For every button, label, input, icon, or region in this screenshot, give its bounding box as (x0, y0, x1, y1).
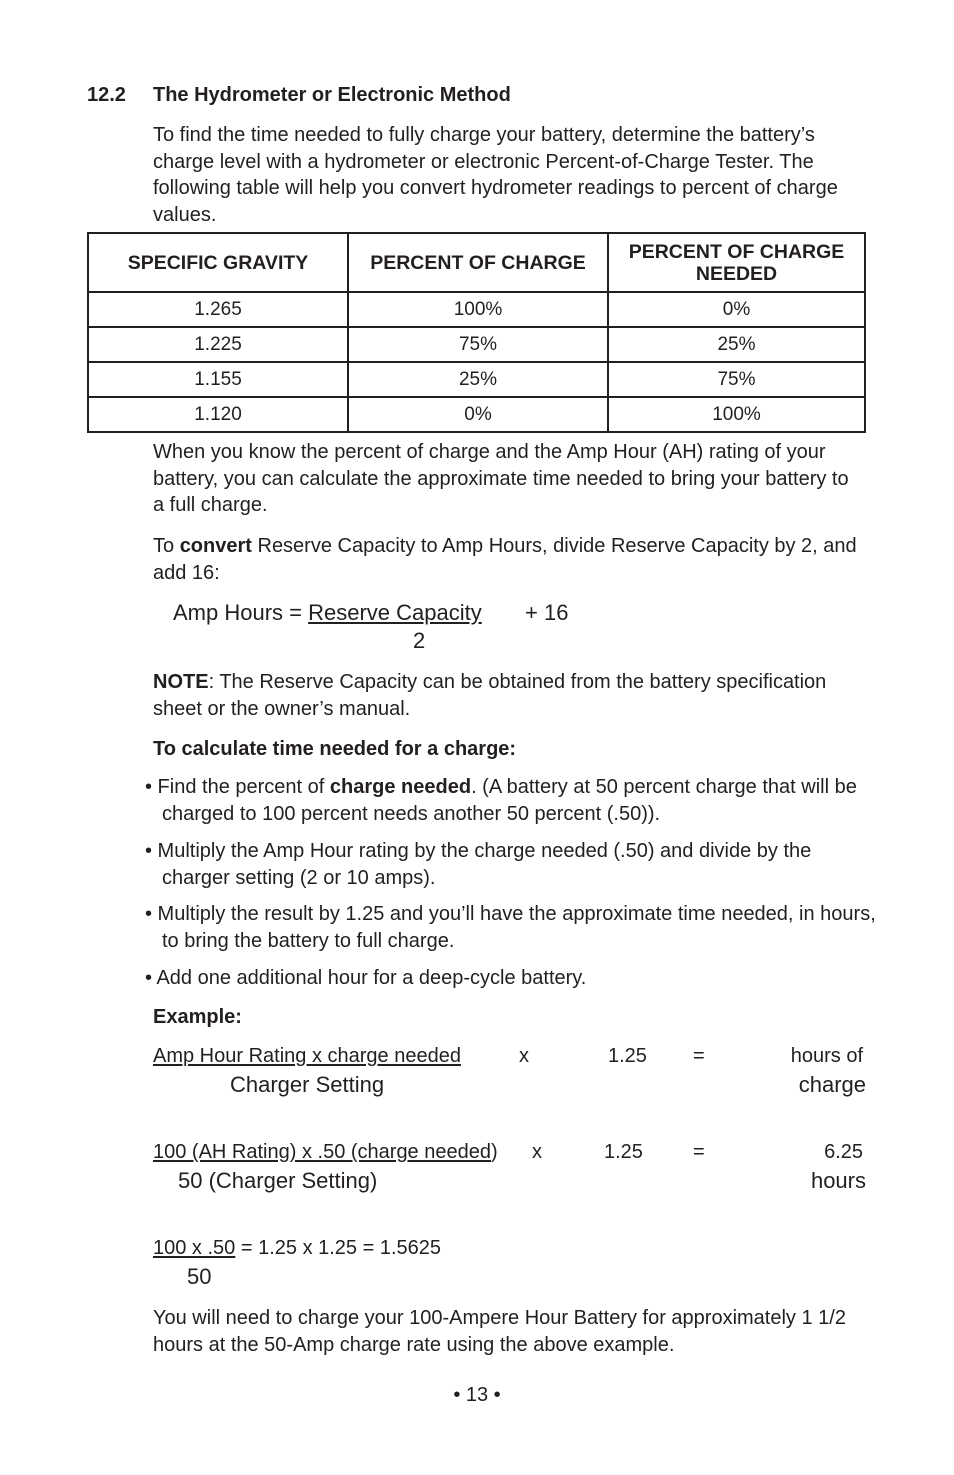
calc-heading: To calculate time needed for a charge: (153, 738, 517, 760)
intro-paragraph: To find the time needed to fully charge your battery, determine the battery’s charge level with a hydrometer or electronic Percent-of-Charge Tester. The following table will help you convert hydrometer readings to percent of charge values. (153, 124, 838, 226)
list-item: • Add one additional hour for a deep-cycle battery. (145, 967, 587, 989)
table-cell: 75% (608, 362, 865, 397)
table-cell: 25% (608, 327, 865, 362)
table-cell: 100% (608, 397, 865, 432)
conclusion-paragraph: You will need to charge your 100-Ampere Hour Battery for approximately 1 1/2 hours at the 50-Amp charge rate using the above example. (153, 1307, 846, 1356)
page-number: • 13 • (453, 1384, 501, 1406)
table-header-row (88, 233, 865, 292)
table-cell: 1.265 (88, 292, 348, 327)
example1-numerator: Amp Hour Rating x charge needed (153, 1045, 461, 1067)
table-header-label: PERCENT OF CHARGE NEEDED (628, 240, 845, 285)
note-text: : The Reserve Capacity can be obtained from the battery specification sheet or the owner’s manual. (153, 671, 827, 720)
table-header: SPECIFIC GRAVITY (88, 233, 348, 292)
list-item (145, 774, 882, 827)
bullet-rest: . (A battery at 50 percent charge that will be charged to 100 percent needs another 50 percent (.50)). (162, 776, 857, 825)
table-cell: 0% (348, 397, 608, 432)
table-cell: 1.155 (88, 362, 348, 397)
specific-gravity-table (87, 232, 866, 433)
example2-factor: 1.25 (604, 1141, 643, 1163)
formula-lhs: Amp Hours = (173, 600, 309, 625)
example2-result-line2: hours (810, 1168, 866, 1193)
example1-equals: = (693, 1045, 705, 1067)
example2-numerator-line (153, 1141, 498, 1164)
example2-numerator: 100 (AH Rating) x .50 (charge needed (153, 1141, 491, 1163)
example2-x: x (532, 1141, 542, 1163)
list-item: • Multiply the Amp Hour rating by the charge needed (.50) and divide by the charger setting (2 or 10 amps). (145, 840, 812, 889)
example3-denominator: 50 (187, 1264, 212, 1289)
note-label: NOTE (153, 671, 209, 693)
bullet-bold: charge needed (329, 776, 472, 798)
formula-numerator-line (173, 600, 482, 626)
example2-result-line1: 6.25 (824, 1141, 863, 1163)
table-row (88, 397, 865, 432)
example1-result-line2: charge (798, 1072, 866, 1097)
example2-denominator: 50 (Charger Setting) (178, 1168, 378, 1193)
convert-paragraph (153, 533, 865, 586)
table-row (88, 327, 865, 362)
example3-numerator: 100 x .50 (153, 1237, 236, 1259)
convert-bold: convert (179, 535, 252, 557)
example1-denominator: Charger Setting (230, 1072, 385, 1097)
formula-numerator: Reserve Capacity (308, 600, 482, 625)
table-row (88, 362, 865, 397)
example1-factor: 1.25 (608, 1045, 647, 1067)
table-cell: 1.120 (88, 397, 348, 432)
example2-paren: ) (490, 1141, 498, 1163)
table-cell: 25% (348, 362, 608, 397)
table-cell: 100% (348, 292, 608, 327)
example3-rest: = 1.25 x 1.25 = 1.5625 (235, 1237, 442, 1259)
convert-prefix: To (153, 535, 180, 557)
example-heading: Example: (153, 1006, 242, 1028)
table-header (608, 233, 865, 292)
table-header: PERCENT OF CHARGE (348, 233, 608, 292)
example3-line (153, 1237, 441, 1260)
table-cell: 1.225 (88, 327, 348, 362)
example1-result-line1: hours of (790, 1045, 863, 1067)
example1-x: x (519, 1045, 529, 1067)
table-cell: 75% (348, 327, 608, 362)
section-title: The Hydrometer or Electronic Method (153, 84, 511, 106)
list-item: • Multiply the result by 1.25 and you’ll have the approximate time needed, in hours, to bring the battery to full charge. (145, 903, 876, 952)
table-cell: 0% (608, 292, 865, 327)
convert-rest: Reserve Capacity to Amp Hours, divide Reserve Capacity by 2, and add 16: (153, 535, 857, 584)
formula-plus: + 16 (525, 600, 569, 625)
note-paragraph (153, 669, 865, 722)
table-row (88, 292, 865, 327)
bullet-prefix: • Find the percent of (145, 776, 330, 798)
section-number: 12.2 (87, 84, 126, 106)
example2-equals: = (693, 1141, 705, 1163)
after-table-paragraph: When you know the percent of charge and the Amp Hour (AH) rating of your battery, you can calculate the approximate time needed to bring your battery to a full charge. (153, 441, 849, 516)
formula-denominator: 2 (413, 628, 426, 653)
